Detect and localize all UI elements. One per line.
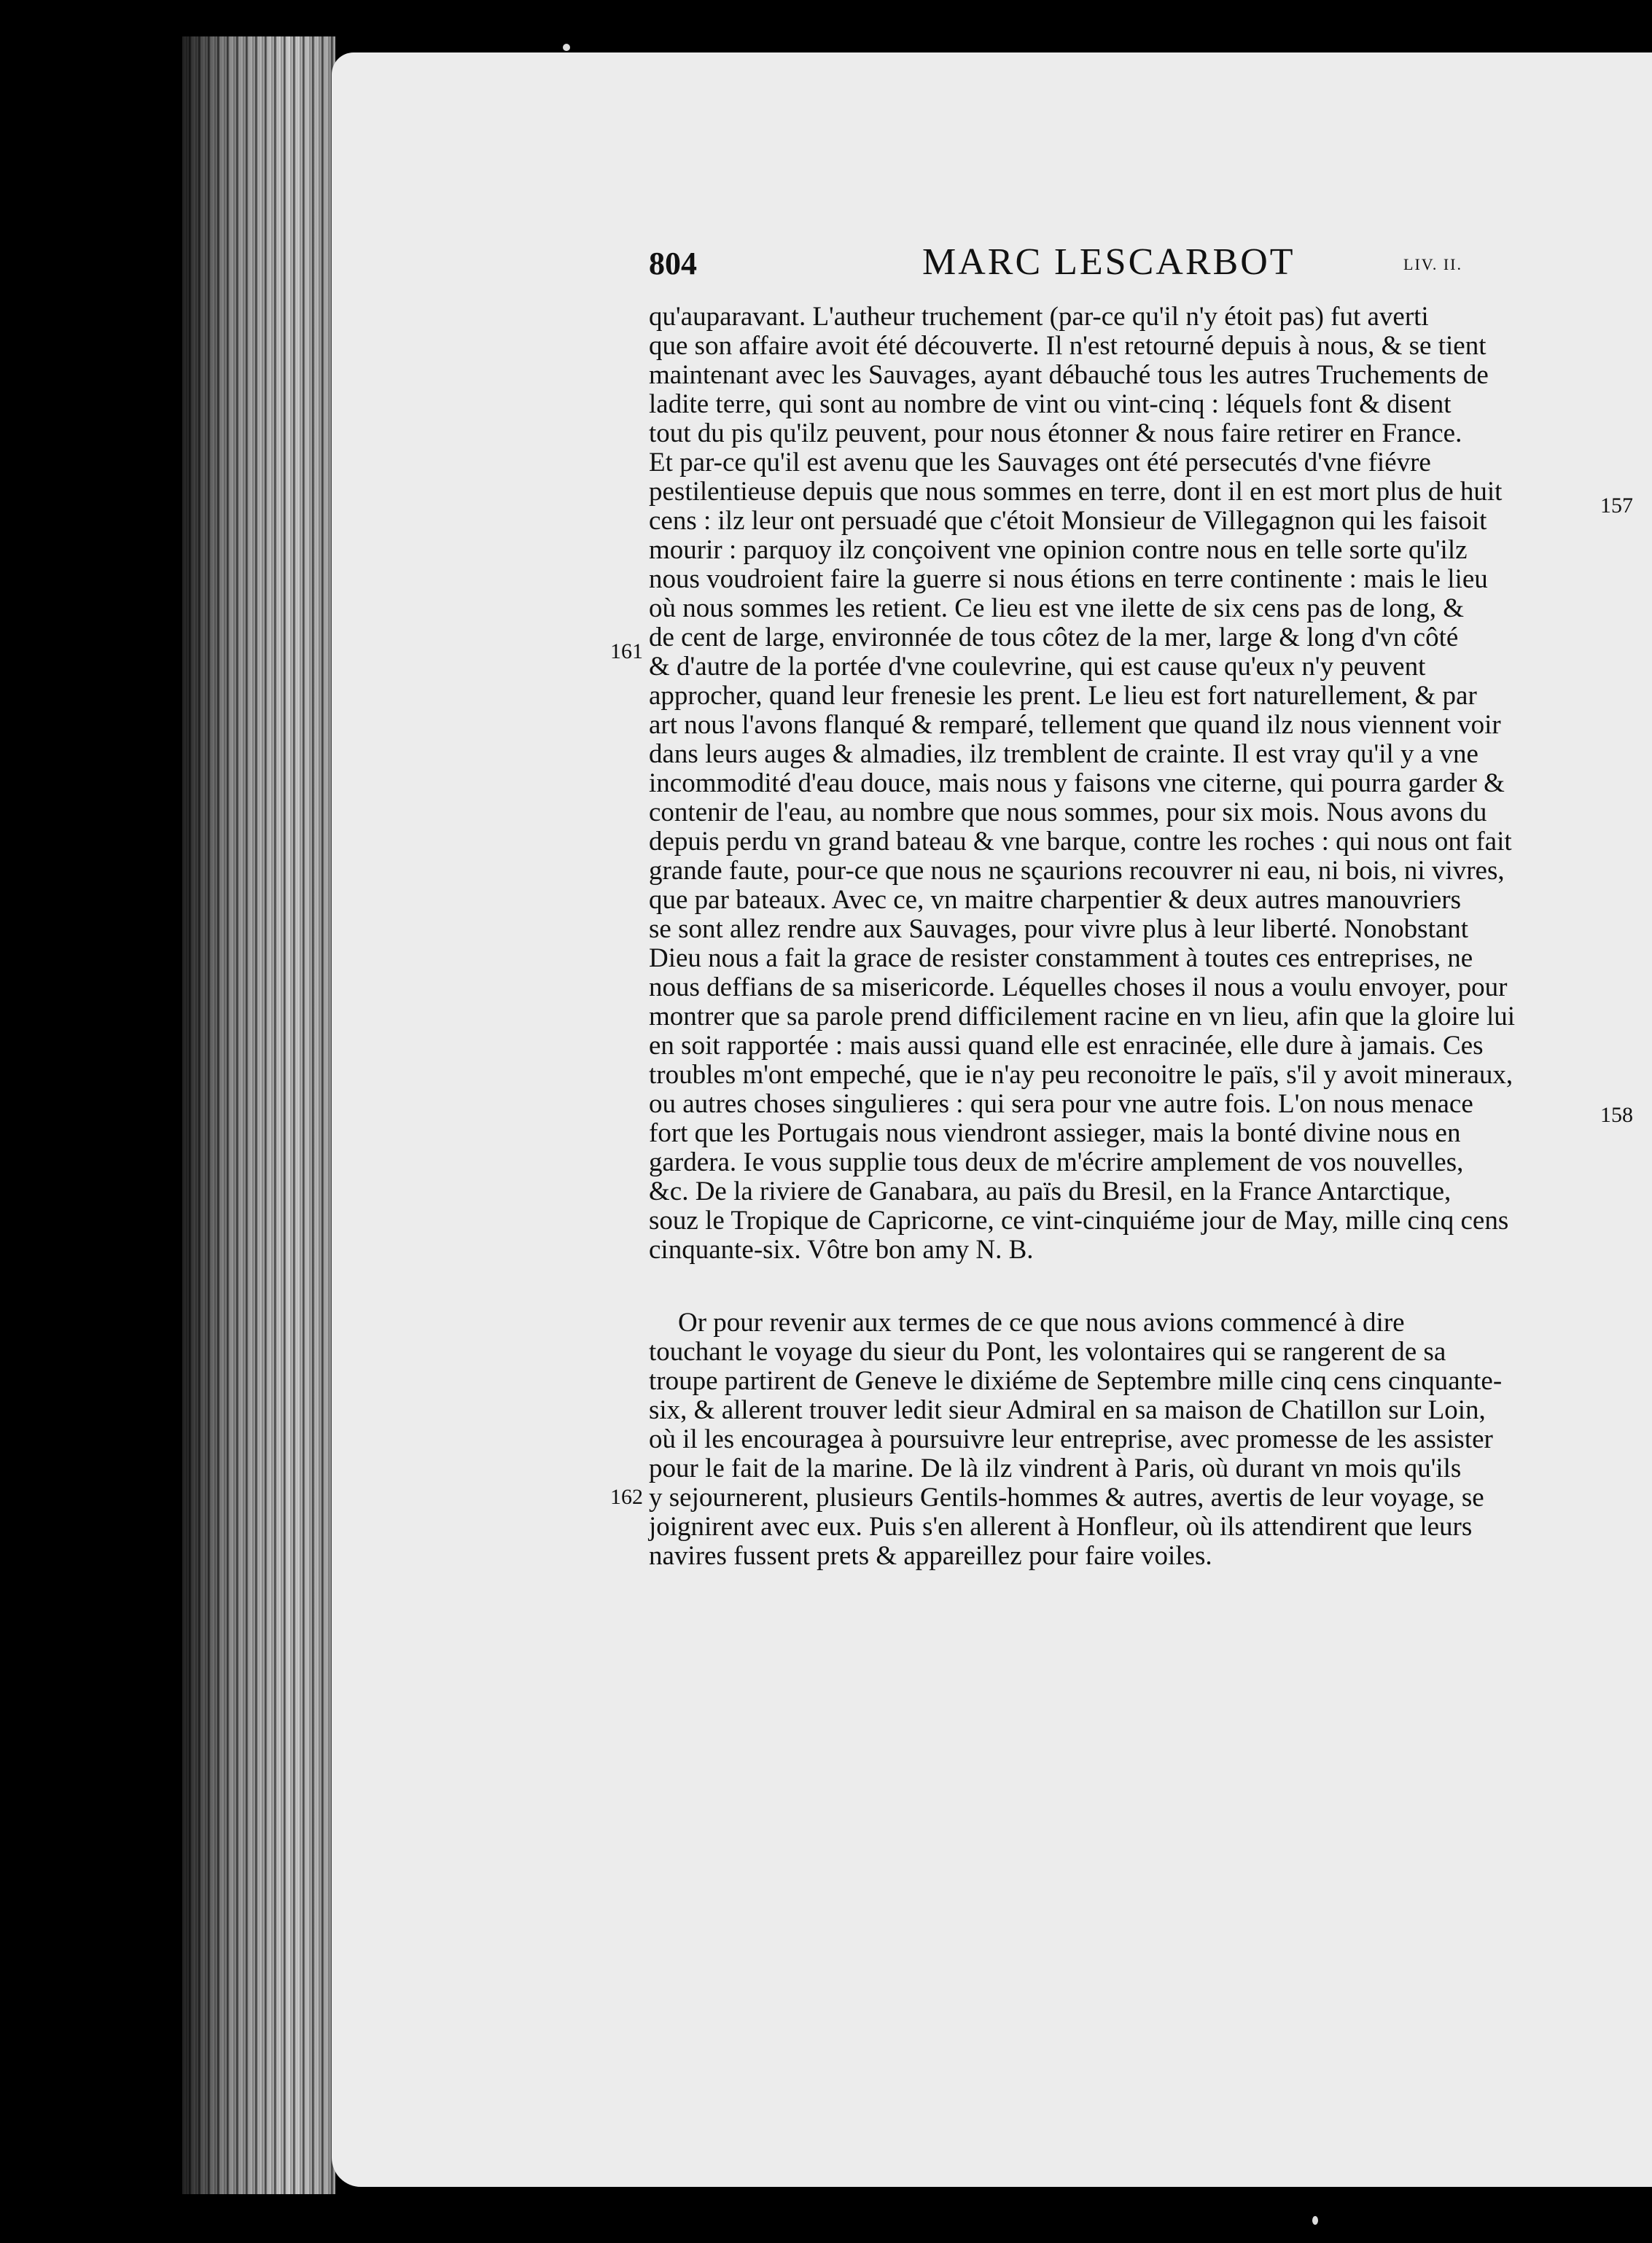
text-line: Or pour revenir aux termes de ce que nous avions commencé à dire (678, 1308, 1405, 1338)
text-line: souz le Tropique de Capricorne, ce vint-cinquiéme jour de May, mille cinq cens (649, 1206, 1509, 1236)
running-head (649, 241, 1462, 284)
text-line: ou autres choses singulieres : qui sera pour vne autre fois. L'on nous menace (649, 1089, 1473, 1119)
text-line: maintenant avec les Sauvages, ayant débauché tous les autres Truchements de (649, 360, 1489, 390)
body-paragraph-2 (649, 1308, 1503, 1571)
text-line: tout du pis qu'ilz peuvent, pour nous étonner & nous faire retirer en France. (649, 418, 1462, 448)
text-line: Et par-ce qu'il est avenu que les Sauvages ont été persecutés d'vne fiévre (649, 448, 1431, 477)
text-line: pestilentieuse depuis que nous sommes en terre, dont il en est mort plus de huit (649, 477, 1503, 507)
text-line: nous voudroient faire la guerre si nous étions en terre continente : mais le lieu (649, 564, 1488, 594)
book-reference: LIV. II. (1403, 255, 1462, 273)
text-line: ladite terre, qui sont au nombre de vint ou vint-cinq : léquels font & disent (649, 389, 1452, 419)
text-line: cens : ilz leur ont persuadé que c'étoit Monsieur de Villegagnon qui les faisoit (649, 506, 1487, 536)
text-line: contenir de l'eau, au nombre que nous sommes, pour six mois. Nous avons du (649, 797, 1487, 827)
text-line: dans leurs auges & almadies, ilz tremblent de crainte. Il est vray qu'il y a vne (649, 739, 1478, 769)
book-edge-shadow (182, 36, 335, 2194)
text-line: fort que les Portugais nous viendront assieger, mais la bonté divine nous en (649, 1118, 1461, 1148)
text-line: se sont allez rendre aux Sauvages, pour vivre plus à leur liberté. Nonobstant (649, 914, 1469, 944)
scan-speck (1312, 2216, 1318, 2225)
scan-speck (563, 44, 570, 51)
text-line: & d'autre de la portée d'vne coulevrine, qui est cause qu'eux n'y peuvent (649, 652, 1426, 682)
page-number: 804 (649, 246, 697, 281)
text-line: y sejournerent, plusieurs Gentils-hommes & autres, avertis de leur voyage, se (649, 1483, 1484, 1513)
text-line: mourir : parquoy ilz conçoivent vne opinion contre nous en telle sorte qu'ilz (649, 535, 1468, 565)
text-line: gardera. Ie vous supplie tous deux de m'écrire amplement de vos nouvelles, (649, 1147, 1464, 1177)
text-line: pour le fait de la marine. De là ilz vindrent à Paris, où durant vn mois qu'ils (649, 1454, 1462, 1483)
running-title: MARC LESCARBOT (922, 241, 1296, 283)
text-line: de cent de large, environnée de tous côtez de la mer, large & long d'vn côté (649, 623, 1459, 652)
text-line: navires fussent prets & appareillez pour faire voiles. (649, 1541, 1212, 1571)
margin-note-161: 161 (610, 639, 643, 663)
margin-note-157: 157 (1600, 494, 1633, 518)
text-line: où il les encouragea à poursuivre leur entreprise, avec promesse de les assister (649, 1424, 1493, 1454)
body-paragraph-1 (649, 302, 1516, 1265)
text-line: nous deffians de sa misericorde. Léquelles choses il nous a voulu envoyer, pour (649, 972, 1508, 1002)
text-line: troubles m'ont empeché, que ie n'ay peu reconoitre le païs, s'il y avoit mineraux, (649, 1060, 1513, 1090)
margin-note-162: 162 (610, 1485, 643, 1509)
text-line: depuis perdu vn grand bateau & vne barque, contre les roches : qui nous ont fait (649, 827, 1512, 857)
text-line: troupe partirent de Geneve le dixiéme de Septembre mille cinq cens cinquante- (649, 1366, 1503, 1396)
text-line: cinquante-six. Vôtre bon amy N. B. (649, 1235, 1034, 1265)
text-line: grande faute, pour-ce que nous ne sçaurions recouvrer ni eau, ni bois, ni vivres, (649, 856, 1505, 886)
text-line: &c. De la riviere de Ganabara, au païs du Bresil, en la France Antarctique, (649, 1177, 1452, 1206)
text-line: que par bateaux. Avec ce, vn maitre charpentier & deux autres manouvriers (649, 885, 1461, 915)
text-line: touchant le voyage du sieur du Pont, les volontaires qui se rangerent de sa (649, 1337, 1446, 1367)
text-line: où nous sommes les retient. Ce lieu est vne ilette de six cens pas de long, & (649, 593, 1465, 623)
text-line: joignirent avec eux. Puis s'en allerent à Honfleur, où ils attendirent que leurs (649, 1512, 1473, 1542)
text-line: qu'auparavant. L'autheur truchement (par-ce qu'il n'y étoit pas) fut averti (649, 302, 1429, 332)
text-line: que son affaire avoit été découverte. Il n'est retourné depuis à nous, & se tient (649, 331, 1487, 361)
text-line: Dieu nous a fait la grace de resister constamment à toutes ces entreprises, ne (649, 943, 1473, 973)
text-line: six, & allerent trouver ledit sieur Admiral en sa maison de Chatillon sur Loin, (649, 1395, 1486, 1425)
text-line: incommodité d'eau douce, mais nous y faisons vne citerne, qui pourra garder & (649, 768, 1505, 798)
text-line: en soit rapportée : mais aussi quand elle est enracinée, elle dure à jamais. Ces (649, 1031, 1484, 1061)
text-line: approcher, quand leur frenesie les prent. Le lieu est fort naturellement, & par (649, 681, 1477, 711)
margin-note-158: 158 (1600, 1103, 1633, 1127)
text-line: art nous l'avons flanqué & remparé, tellement que quand ilz nous viennent voir (649, 710, 1501, 740)
text-line: montrer que sa parole prend difficilement racine en vn lieu, afin que la gloire lui (649, 1002, 1516, 1031)
